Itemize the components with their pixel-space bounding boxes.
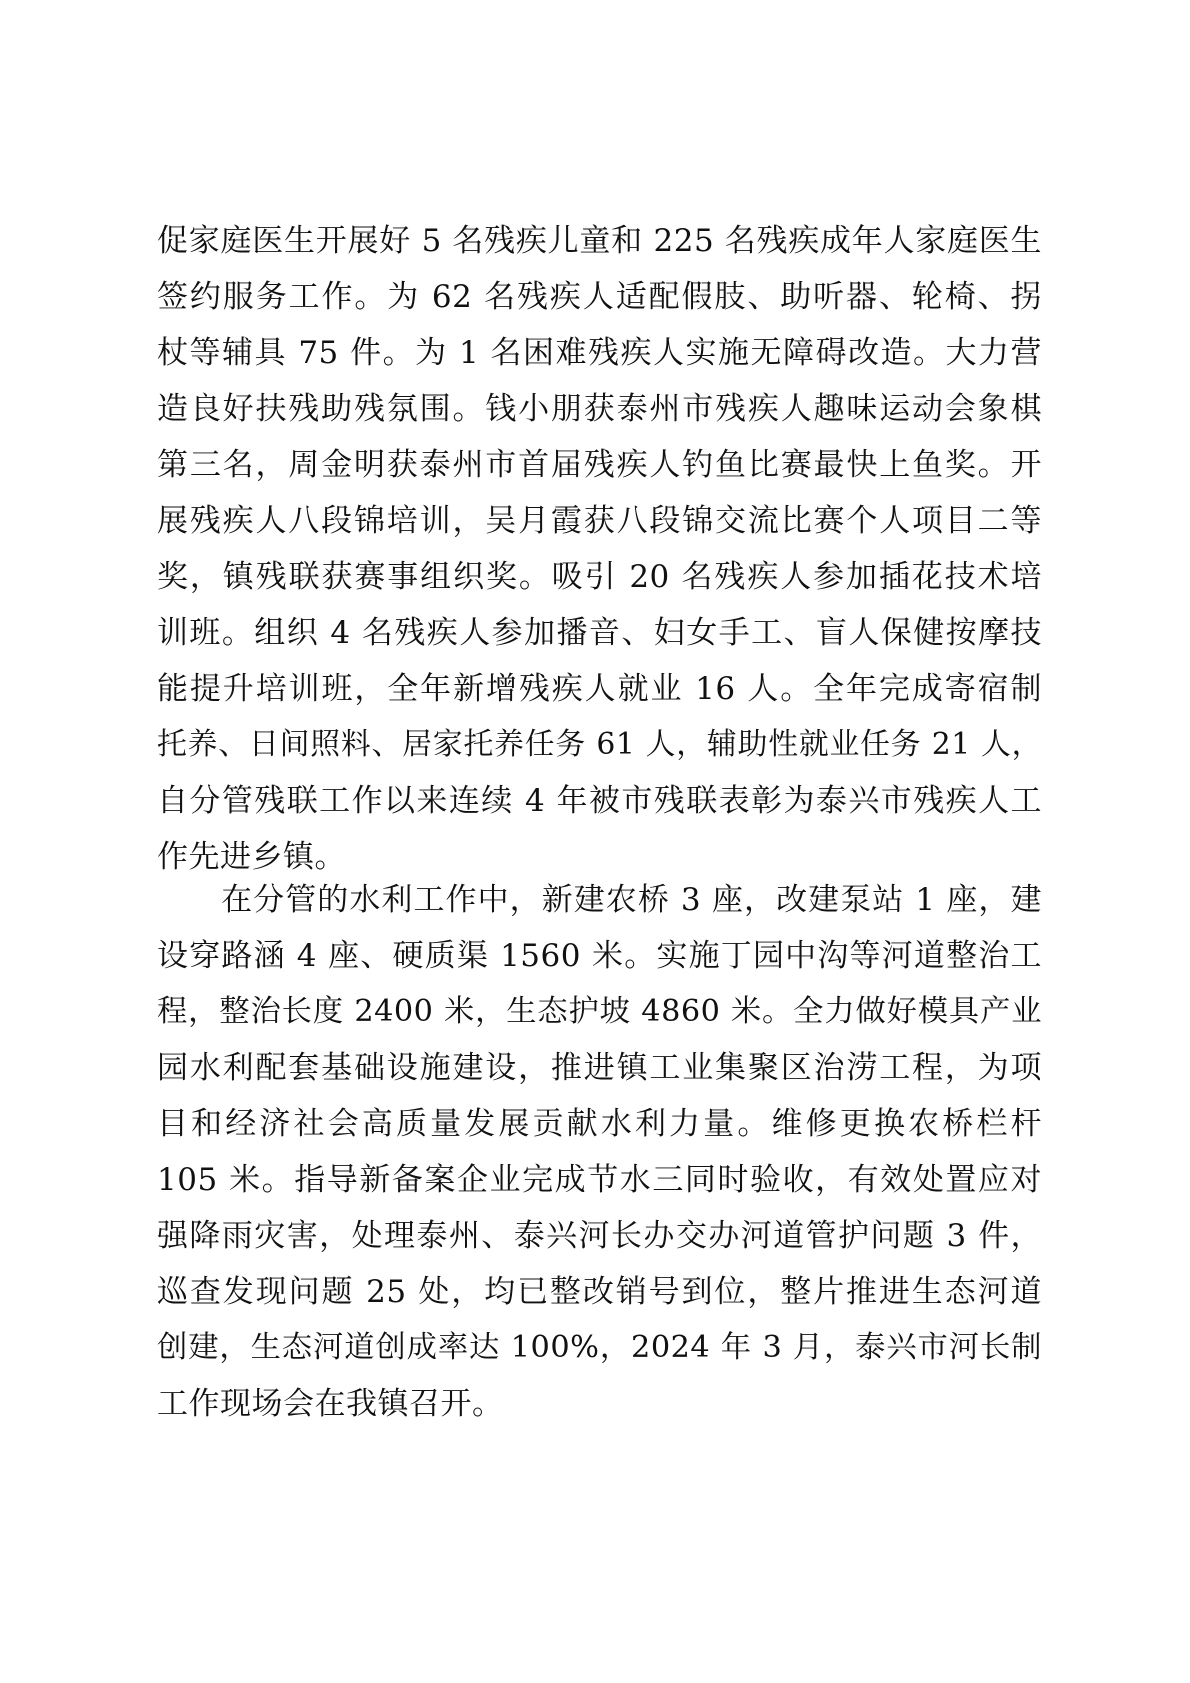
text-line: 在分管的水利工作中，新建农桥 3 座，改建泵站 1 座，建 [157,882,1042,918]
text-line: 杖等辅具 75 件。为 1 名困难残疾人实施无障碍改造。大力营 [157,335,1042,371]
text-line: 奖，镇残联获赛事组织奖。吸引 20 名残疾人参加插花技术培 [157,559,1042,595]
text-line: 训班。组织 4 名残疾人参加播音、妇女手工、盲人保健按摩技 [157,615,1042,651]
text-line: 能提升培训班，全年新增残疾人就业 16 人。全年完成寄宿制 [157,671,1042,707]
text-line: 自分管残联工作以来连续 4 年被市残联表彰为泰兴市残疾人工 [157,783,1042,819]
text-line: 园水利配套基础设施建设，推进镇工业集聚区治涝工程，为项 [157,1050,1042,1086]
paragraph-water-conservancy-work [157,872,1042,1432]
text-line: 第三名，周金明获泰州市首届残疾人钓鱼比赛最快上鱼奖。开 [157,447,1042,483]
text-line: 展残疾人八段锦培训，吴月霞获八段锦交流比赛个人项目二等 [157,503,1042,539]
text-line: 程，整治长度 2400 米，生态护坡 4860 米。全力做好模具产业 [157,994,1042,1029]
paragraph-disability-work [157,213,1042,885]
text-line: 促家庭医生开展好 5 名残疾儿童和 225 名残疾成年人家庭医生 [157,223,1042,259]
text-line: 强降雨灾害，处理泰州、泰兴河长办交办河道管护问题 3 件， [157,1218,1042,1254]
text-line: 作先进乡镇。 [157,839,346,875]
text-line: 签约服务工作。为 62 名残疾人适配假肢、助听器、轮椅、拐 [157,279,1042,315]
text-line: 造良好扶残助残氛围。钱小朋获泰州市残疾人趣味运动会象棋 [157,391,1042,427]
text-line: 托养、日间照料、居家托养任务 61 人，辅助性就业任务 21 人， [157,727,1042,762]
text-line: 工作现场会在我镇召开。 [157,1386,504,1422]
text-line: 创建，生态河道创成率达 100%，2024 年 3 月，泰兴市河长制 [157,1330,1042,1365]
text-line: 105 米。指导新备案企业完成节水三同时验收，有效处置应对 [157,1162,1042,1198]
text-line: 目和经济社会高质量发展贡献水利力量。维修更换农桥栏杆 [157,1106,1042,1142]
text-line: 设穿路涵 4 座、硬质渠 1560 米。实施丁园中沟等河道整治工 [157,938,1042,974]
text-line: 巡查发现问题 25 处，均已整改销号到位，整片推进生态河道 [157,1274,1042,1310]
